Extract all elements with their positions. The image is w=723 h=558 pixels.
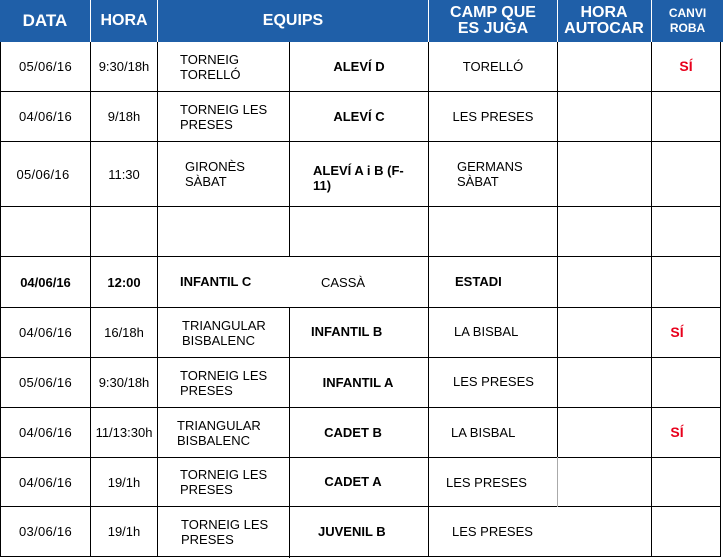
- cell-team: INFANTIL A: [322, 375, 394, 390]
- cell-time: 12:00: [107, 274, 141, 290]
- cell-date: 04/06/16: [20, 274, 71, 290]
- cell-team: ALEVÍ C: [333, 109, 385, 124]
- cell-time: 9:30/18h: [98, 375, 150, 390]
- cell-event: TORNEIG TORELLÓ: [180, 51, 241, 82]
- header-hora: HORA: [100, 12, 148, 29]
- cell-field: LES PRESES: [452, 524, 533, 539]
- cell-event: TORNEIG LES PRESES: [180, 467, 268, 497]
- cell-date: 04/06/16: [18, 474, 72, 490]
- cell-event: TRIANGULAR BISBALENC: [182, 317, 266, 348]
- cell-event: TORNEIG LES PRESES: [181, 516, 269, 547]
- cell-date: 04/06/16: [18, 109, 72, 124]
- cell-change: SÍ: [670, 424, 684, 440]
- cell-team: CASSÀ: [321, 274, 366, 290]
- cell-event: TORNEIG LES PRESES: [180, 367, 268, 398]
- cell-field: LA BISBAL: [454, 323, 519, 339]
- cell-date: 04/06/16: [18, 425, 72, 440]
- header-equips: EQUIPS: [262, 12, 324, 29]
- cell-time: 19/1h: [107, 524, 141, 539]
- cell-time: 9:30/18h: [98, 59, 150, 74]
- cell-time: 11/13:30h: [95, 425, 153, 440]
- cell-field: ESTADI: [455, 273, 502, 289]
- cell-field: GERMANS SÀBAT: [457, 159, 523, 189]
- cell-field: LA BISBAL: [451, 425, 516, 440]
- cell-date: 03/06/16: [18, 524, 72, 539]
- cell-time: 19/1h: [107, 474, 141, 490]
- cell-team: JUVENIL B: [318, 524, 386, 539]
- cell-team: CADET A: [324, 473, 382, 489]
- cell-time: 9/18h: [107, 109, 141, 124]
- cell-date: 04/06/16: [18, 325, 72, 340]
- header-camp: CAMP QUE ES JUGA: [450, 4, 536, 37]
- cell-field: LES PRESES: [446, 474, 527, 490]
- cell-change: SÍ: [670, 324, 684, 340]
- cell-time: 11:30: [108, 166, 140, 182]
- cell-change: SÍ: [679, 58, 693, 74]
- cell-team: CADET B: [324, 425, 382, 440]
- cell-team: ALEVÍ A i B (F-11): [313, 163, 404, 193]
- header-data: DATA: [22, 11, 68, 30]
- cell-event: INFANTIL C: [180, 273, 252, 289]
- cell-date: 05/06/16: [18, 375, 72, 390]
- cell-event: GIRONÈS SÀBAT: [185, 159, 245, 189]
- cell-event: TORNEIG LES PRESES: [180, 101, 268, 132]
- cell-team: ALEVÍ D: [333, 59, 385, 74]
- cell-time: 16/18h: [104, 325, 144, 340]
- cell-event: TRIANGULAR BISBALENC: [177, 417, 261, 448]
- cell-date: 05/06/16: [18, 59, 72, 74]
- header-autocar: HORA AUTOCAR: [564, 4, 644, 37]
- cell-field: LES PRESES: [452, 109, 534, 124]
- cell-date: 05/06/16: [16, 166, 70, 182]
- cell-team: INFANTIL B: [311, 323, 383, 339]
- cell-field: LES PRESES: [453, 373, 534, 389]
- cell-field: TORELLÓ: [462, 59, 524, 74]
- header-canvi: CANVI ROBA: [668, 6, 707, 35]
